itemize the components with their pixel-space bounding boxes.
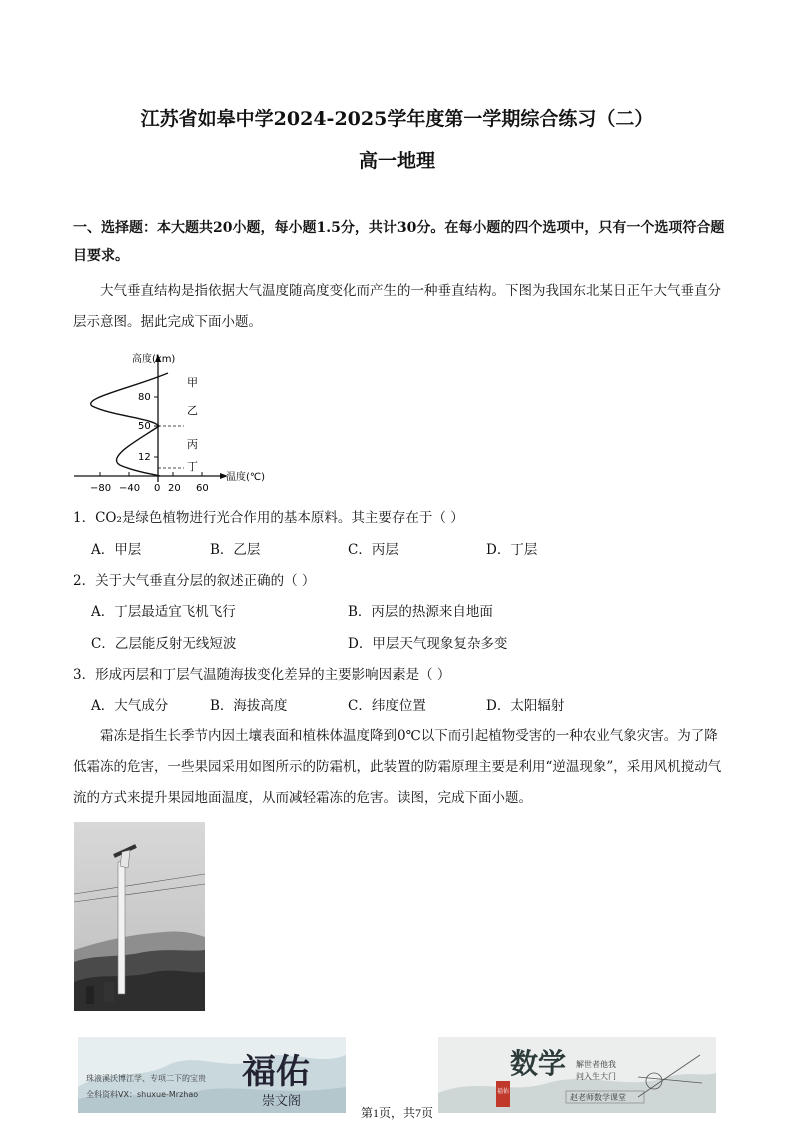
x-tick-20: 20 xyxy=(168,483,181,494)
question-3-stem: 3．形成丙层和丁层气温随海拔变化差异的主要影响因素是（ ） xyxy=(73,667,451,683)
y-tick-12: 12 xyxy=(138,452,151,463)
left-banner-brand: 福佑 xyxy=(242,1052,310,1092)
section-heading: 一、选择题：本大题共20小题，每小题1.5分，共计30分。在每小题的四个选项中，只有一个选项符合题目要求。 xyxy=(73,220,725,264)
question-2-option-c[interactable]: C．乙层能反射无线短波 xyxy=(91,636,237,652)
layer-label-yi: 乙 xyxy=(187,404,198,417)
x-tick-0: 0 xyxy=(154,483,161,494)
layer-label-ding: 丁 xyxy=(187,460,198,473)
frost-fan-photo xyxy=(74,822,205,1011)
layer-label-jia: 甲 xyxy=(187,376,198,389)
question-3-option-a[interactable]: A．大气成分 xyxy=(91,698,169,714)
temperature-curve xyxy=(91,373,168,476)
page-footer: 第1页，共7页 xyxy=(360,1106,433,1120)
question-1-option-d[interactable]: D．丁层 xyxy=(486,542,538,558)
question-2-option-d[interactable]: D．甲层天气现象复杂多变 xyxy=(348,636,508,652)
passage-1: 大气垂直结构是指依据大气温度随高度变化而产生的一种垂直结构。下图为我国东北某日正午大气垂直分层示意图。据此完成下面小题。 xyxy=(73,283,721,330)
y-tick-80: 80 xyxy=(138,392,151,403)
question-2-stem: 2．关于大气垂直分层的叙述正确的（ ） xyxy=(73,573,316,589)
left-banner-line2: 全科资料VX：shuxue-Mrzhao xyxy=(86,1090,199,1099)
right-banner-brand: 数学 xyxy=(510,1047,567,1080)
question-3-option-d[interactable]: D．太阳辐射 xyxy=(486,698,565,714)
question-3-option-c[interactable]: C．纬度位置 xyxy=(348,698,426,714)
question-2-option-a[interactable]: A．丁层最适宜飞机飞行 xyxy=(91,604,236,620)
x-tick-minus40: −40 xyxy=(119,483,141,494)
question-1-option-a[interactable]: A．甲层 xyxy=(91,542,142,558)
right-promo-banner xyxy=(438,1037,716,1113)
x-tick-minus80: −80 xyxy=(90,483,112,494)
x-axis-label: 温度(℃) xyxy=(226,472,266,483)
question-2-option-b[interactable]: B．丙层的热源来自地面 xyxy=(348,604,493,620)
subject-title: 高一地理 xyxy=(358,150,435,172)
y-tick-50: 50 xyxy=(138,421,151,432)
question-1-option-c[interactable]: C．丙层 xyxy=(348,542,399,558)
right-banner-caption: 赵老师数学课堂 xyxy=(570,1093,626,1102)
layer-label-bing: 丙 xyxy=(187,438,198,451)
left-promo-banner xyxy=(78,1037,346,1113)
right-banner-line1: 解世者他我 xyxy=(576,1060,616,1069)
question-1-option-b[interactable]: B．乙层 xyxy=(210,542,261,558)
passage-2: 霜冻是指生长季节内因土壤表面和植株体温度降到0℃以下而引起植物受害的一种农业气象灾害。为了降低霜冻的危害，一些果园采用如图所示的防霜机，此装置的防霜原理主要是利用“逆温现象”，采用风机搅动气流的方式来提升果园地面温度，从而减轻霜冻的危害。读图，完成下面小题。 xyxy=(73,728,722,806)
question-1-stem: 1．CO₂是绿色植物进行光合作用的基本原料。其主要存在于（ ） xyxy=(73,510,464,526)
y-axis-label: 高度(km) xyxy=(132,354,176,365)
x-tick-60: 60 xyxy=(196,483,209,494)
right-banner-seal-text: 福佑 xyxy=(497,1088,510,1095)
right-banner-line2: 问入生大门 xyxy=(576,1072,616,1081)
left-banner-line1: 珠液溪沃博江学、专项二下的宝贵 xyxy=(86,1074,206,1083)
question-3-option-b[interactable]: B．海拔高度 xyxy=(210,698,288,714)
left-banner-sub: 崇文阁 xyxy=(262,1094,302,1109)
exam-title: 江苏省如皋中学2024-2025学年度第一学期综合练习（二） xyxy=(140,108,654,130)
atmosphere-layers-figure xyxy=(72,348,292,496)
